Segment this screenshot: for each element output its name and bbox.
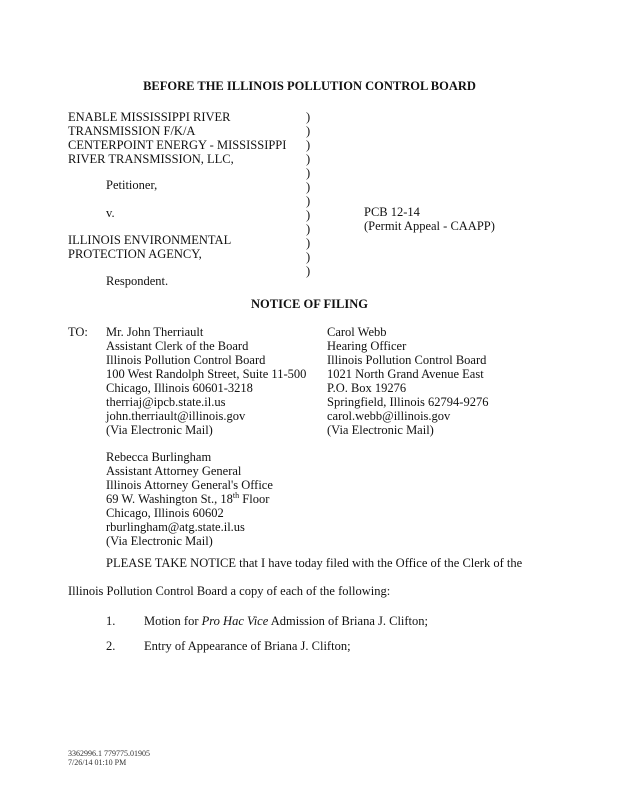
recipient-clerk xyxy=(106,325,306,437)
paren: ) xyxy=(306,236,311,250)
respondent-role: Respondent. xyxy=(106,274,169,288)
item-italic: Pro Hac Vice xyxy=(201,614,269,628)
address-line: Springfield, Illinois 62794-9276 xyxy=(327,395,489,409)
item-number: 1. xyxy=(106,614,116,628)
address-line: Assistant Clerk of the Board xyxy=(106,339,249,353)
email-line: john.therriault@illinois.gov xyxy=(106,409,246,423)
paren: ) xyxy=(306,222,311,236)
paren: ) xyxy=(306,250,311,264)
notice-body-line-1: PLEASE TAKE NOTICE that I have today filed with the Office of the Clerk of the xyxy=(106,556,523,570)
delivery-line: (Via Electronic Mail) xyxy=(106,534,213,548)
petitioner-line: CENTERPOINT ENERGY - MISSISSIPPI xyxy=(68,138,287,152)
address-line: Illinois Attorney General's Office xyxy=(106,478,273,492)
versus: v. xyxy=(106,206,115,220)
item-number: 2. xyxy=(106,639,116,653)
address-line: Chicago, Illinois 60602 xyxy=(106,506,224,520)
email-line: carol.webb@illinois.gov xyxy=(327,409,451,423)
respondent-line: PROTECTION AGENCY, xyxy=(68,247,202,261)
filed-item xyxy=(144,614,428,628)
street-prefix: 69 W. Washington St., 18 xyxy=(106,492,233,506)
paren: ) xyxy=(306,124,311,138)
petitioner-name xyxy=(68,110,286,166)
paren: ) xyxy=(306,152,311,166)
address-line: Chicago, Illinois 60601-3218 xyxy=(106,381,253,395)
address-line: Carol Webb xyxy=(327,325,387,339)
paren: ) xyxy=(306,110,311,124)
notice-title: NOTICE OF FILING xyxy=(251,297,368,311)
address-line: Illinois Pollution Control Board xyxy=(106,353,266,367)
street-ordinal: th xyxy=(232,490,240,500)
doc-timestamp: 7/26/14 01:10 PM xyxy=(68,758,127,767)
item-text: Motion for xyxy=(144,614,202,628)
paren: ) xyxy=(306,180,311,194)
respondent-name xyxy=(68,233,231,261)
paren: ) xyxy=(306,208,311,222)
item-text: Entry of Appearance of Briana J. Clifton; xyxy=(144,639,351,653)
notice-body-line-2: Illinois Pollution Control Board a copy of each of the following: xyxy=(68,584,391,598)
address-line: Rebecca Burlingham xyxy=(106,450,212,464)
address-line: P.O. Box 19276 xyxy=(327,381,407,395)
to-label: TO: xyxy=(68,325,88,339)
delivery-line: (Via Electronic Mail) xyxy=(327,423,434,437)
paren: ) xyxy=(306,194,311,208)
petitioner-line: TRANSMISSION F/K/A xyxy=(68,124,196,138)
case-number: PCB 12-14 xyxy=(364,205,420,219)
email-line: therriaj@ipcb.state.il.us xyxy=(106,395,226,409)
address-line: 1021 North Grand Avenue East xyxy=(327,367,484,381)
paren: ) xyxy=(306,264,311,278)
item-text: Admission of Briana J. Clifton; xyxy=(268,614,429,628)
recipient-hearing-officer xyxy=(327,325,488,437)
petitioner-role: Petitioner, xyxy=(106,178,158,192)
email-line: rburlingham@atg.state.il.us xyxy=(106,520,245,534)
case-type: (Permit Appeal - CAAPP) xyxy=(364,219,495,233)
caption-parentheses xyxy=(306,110,310,278)
address-line: Assistant Attorney General xyxy=(106,464,242,478)
address-line: 100 West Randolph Street, Suite 11-500 xyxy=(106,367,307,381)
board-heading: BEFORE THE ILLINOIS POLLUTION CONTROL BOARD xyxy=(143,79,476,93)
address-line: Mr. John Therriault xyxy=(106,325,204,339)
street-suffix: Floor xyxy=(239,492,270,506)
delivery-line: (Via Electronic Mail) xyxy=(106,423,213,437)
paren: ) xyxy=(306,138,311,152)
address-line: Hearing Officer xyxy=(327,339,407,353)
respondent-line: ILLINOIS ENVIRONMENTAL xyxy=(68,233,232,247)
street-line xyxy=(106,492,273,506)
recipient-attorney-general xyxy=(106,450,273,548)
address-line: Illinois Pollution Control Board xyxy=(327,353,487,367)
petitioner-line: ENABLE MISSISSIPPI RIVER xyxy=(68,110,231,124)
doc-id: 3362996.1 779775.01905 xyxy=(68,749,150,758)
petitioner-line: RIVER TRANSMISSION, LLC, xyxy=(68,152,234,166)
paren: ) xyxy=(306,166,311,180)
filed-item xyxy=(144,639,351,653)
